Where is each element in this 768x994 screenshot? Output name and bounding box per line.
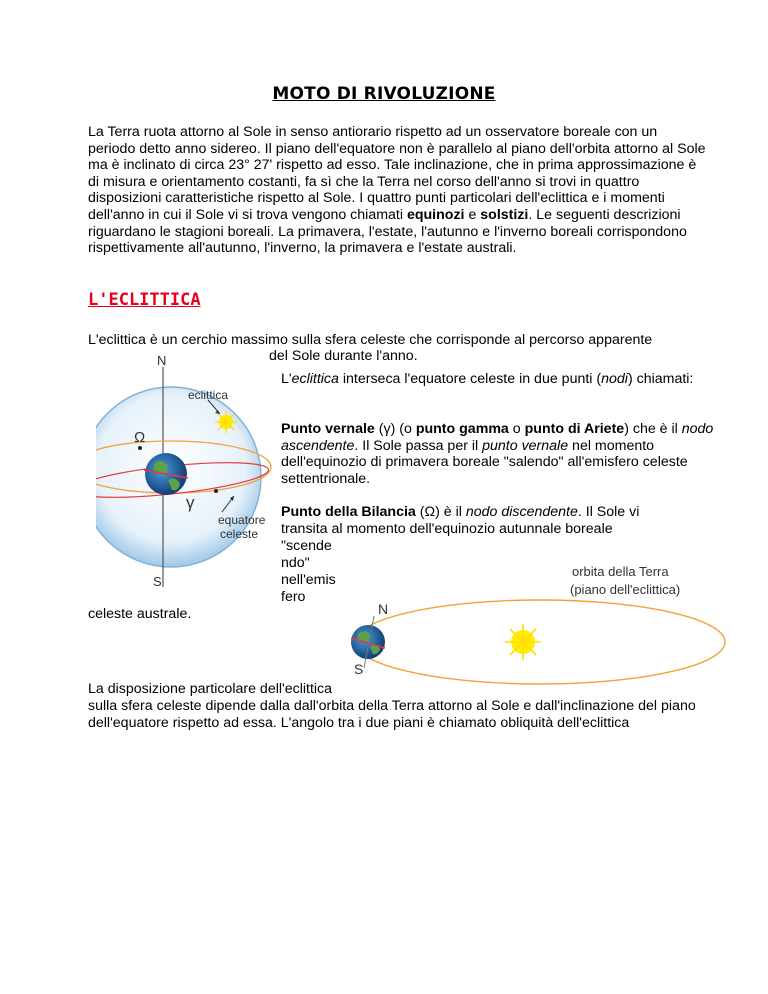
page-title: MOTO DI RIVOLUZIONE	[272, 84, 496, 104]
libra-word-1: "scende	[281, 538, 332, 554]
omega-label: Ω	[134, 429, 146, 446]
closing-paragraph: sulla sfera celeste dipende dalla dall'orbita della Terra attorno al Sole e dall'inclinazione del piano dell'equatore rispetto ad essa. L'angolo tra i due piani è chiamato obliquità dell'eclittica	[88, 698, 696, 731]
ecliptic-label: eclittica	[188, 388, 229, 402]
libra-word-4: fero	[281, 589, 306, 605]
omega-node	[138, 446, 142, 450]
equator-label-1: equatore	[218, 513, 266, 527]
term-equinozi: equinozi	[406, 206, 465, 223]
north-label: N	[157, 353, 167, 368]
orbit-label-2: (piano dell'eclittica)	[570, 582, 681, 597]
definition-line-1: L'eclittica è un cerchio massimo sulla sfera celeste che corrisponde al percorso apparente	[88, 332, 653, 348]
closing-line-1: La disposizione particolare dell'eclittica	[88, 681, 333, 697]
gamma-label: γ	[186, 493, 195, 512]
libra-word-2: ndo"	[281, 555, 310, 571]
libra-line-2: transita al momento dell'equinozio autunnale boreale	[281, 521, 613, 537]
equator-label-2: celeste	[220, 527, 259, 541]
intro-paragraph: La Terra ruota attorno al Sole in senso antiorario rispetto ad un osservatore boreale con un periodo detto anno sidereo. Il piano dell'equatore non è parallelo al piano dell'orbita attorno al Sole ma è inclinato di circa 23° 27' rispetto ad esso. Tale inclinazione, che in prima approssimazione è di misura e orientamento costanti, fa sì che la Terra nel corso dell'anno si trovi in quattro disposizioni caratteristiche rispetto al Sole. I quattro punti particolari dell'eclittica e i momenti dell'anno in cui il Sole vi si trova vengono chiamati equinozi e solstizi. Le seguenti descrizioni riguardano le stagioni boreali. La primavera, l'estate, l'autunno e l'inverno boreali corrispondono rispettivamente all'autunno, l'inverno, la primavera e l'estate australi.	[88, 124, 706, 257]
earth-icon	[351, 625, 385, 659]
gamma-node	[214, 489, 218, 493]
nodes-intro: L'eclittica interseca l'equatore celeste in due punti (nodi) chiamati:	[281, 371, 694, 387]
term-solstizi: solstizi	[480, 206, 529, 223]
south-label: S	[153, 574, 162, 589]
libra-point-text: Punto della Bilancia (Ω) è il nodo discendente. Il Sole vi	[281, 504, 640, 520]
celestial-sphere-figure	[96, 352, 276, 597]
vernal-point-text: Punto vernale (γ) (o punto gamma o punto di Ariete) che è il nodo ascendente. Il Sole passa per il punto vernale nel momento dell'equinozio di primavera boreale "salendo" all'emisfero celeste settentrionale.	[281, 421, 714, 487]
south-label: S	[354, 661, 364, 677]
definition-line-2: del Sole durante l'anno.	[269, 348, 418, 364]
sun-icon	[215, 411, 237, 433]
orbit-label-1: orbita della Terra	[572, 564, 669, 579]
section-heading: L'ECLITTICA	[88, 290, 201, 310]
libra-word-5: celeste australe.	[88, 606, 192, 622]
libra-word-3: nell'emis	[281, 572, 336, 588]
north-label: N	[378, 601, 389, 617]
earth-orbit-figure	[340, 560, 740, 703]
sun-icon	[505, 624, 541, 660]
